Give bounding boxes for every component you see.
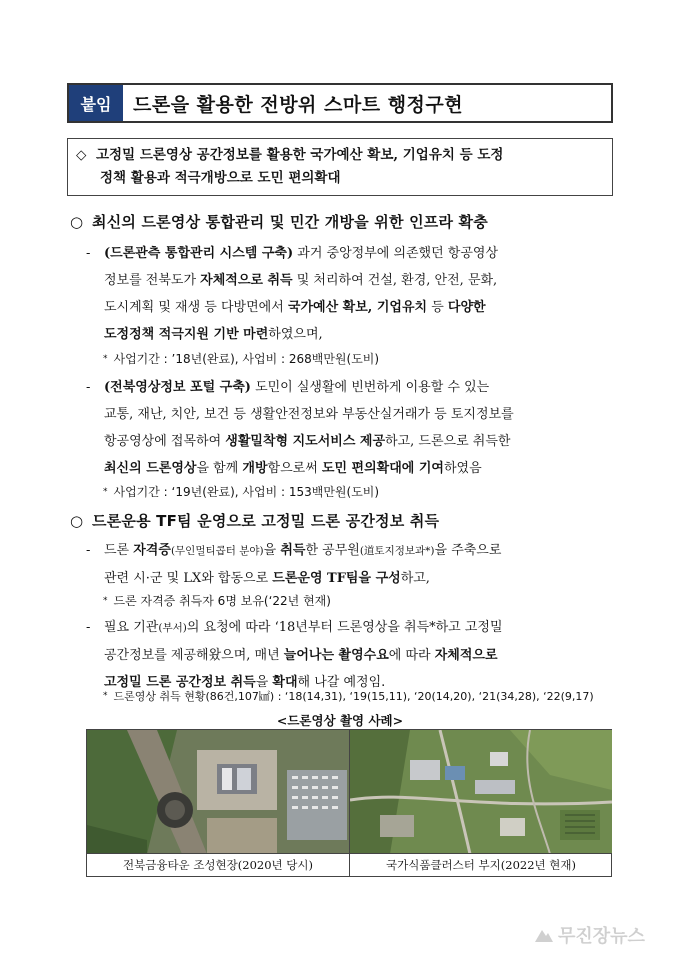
text-run: 과거 중앙정부에 의존했던 항공영상 bbox=[293, 246, 499, 261]
photo-caption: 전북금융타운 조성현장(2020년 당시) bbox=[87, 853, 349, 876]
page-title: 드론을 활용한 전방위 스마트 행정구현 bbox=[133, 93, 464, 116]
summary-box bbox=[67, 138, 613, 196]
text-run: 에 따라 bbox=[388, 648, 435, 663]
watermark-text: 무진장뉴스 bbox=[558, 926, 645, 947]
circle-bullet: ○ bbox=[70, 512, 84, 530]
circle-bullet: ○ bbox=[70, 213, 84, 231]
note-license bbox=[103, 592, 331, 609]
text-run: 국가예산 확보, 기업유치 bbox=[287, 300, 428, 315]
text-run: 자체적으로 취득 bbox=[200, 273, 293, 288]
note-acquisition-status bbox=[103, 688, 594, 704]
paragraph-monitoring-system bbox=[86, 240, 618, 348]
text-run: 공간정보를 제공해왔으며, 매년 bbox=[104, 648, 284, 663]
asterisk-icon: * bbox=[103, 354, 108, 364]
photo-cell bbox=[87, 730, 349, 876]
text-run: 필요 기관 bbox=[104, 620, 159, 635]
text-run: 하고, bbox=[400, 571, 430, 586]
text-run: 도민 편의확대에 기여 bbox=[321, 461, 444, 476]
section-title: 최신의 드론영상 통합관리 및 민간 개방을 위한 인프라 확충 bbox=[92, 213, 488, 231]
text-run: 정보를 전북도가 bbox=[104, 273, 201, 288]
text-run: 늘어나는 촬영수요 bbox=[283, 648, 389, 663]
photo-caption: 국가식품클러스터 부지(2022년 현재) bbox=[350, 853, 612, 876]
paragraph-tf-team bbox=[86, 537, 618, 592]
text-run: 드론운영 TF팀을 구성 bbox=[272, 571, 401, 586]
mountain-logo-icon bbox=[534, 925, 554, 945]
text-run: 을 주축으로 bbox=[434, 543, 502, 558]
dash-bullet: - bbox=[86, 380, 91, 395]
section-title: 드론운용 TF팀 운영으로 고정밀 드론 공간정보 취득 bbox=[92, 512, 440, 530]
text-run: 하고, 드론으로 취득한 bbox=[385, 434, 511, 449]
text-run: 의 요청에 따라 ‘18년부터 드론영상을 취득*하고 고정밀 bbox=[186, 620, 503, 635]
text-run: 해 나갈 예정임. bbox=[297, 675, 386, 690]
text-run: 을 bbox=[263, 543, 281, 558]
text-run: 한 공무원 bbox=[305, 543, 360, 558]
text-run: 을 함께 bbox=[196, 461, 243, 476]
text-run: 교통, 재난, 치안, 보건 등 생활안전정보와 부동산실거래가 등 토지정보를 bbox=[104, 407, 514, 422]
text-run: 다양한 bbox=[447, 300, 486, 315]
paragraph-acquisition bbox=[86, 614, 618, 696]
text-run: 취득 bbox=[280, 543, 306, 558]
note-budget-2 bbox=[103, 483, 379, 500]
figure-caption: <드론영상 촬영 사례> bbox=[276, 713, 404, 728]
text-run: 함으로써 bbox=[267, 461, 322, 476]
watermark bbox=[534, 922, 645, 948]
text-run: 을 bbox=[255, 675, 273, 690]
summary-line-1: 고정밀 드론영상 공간정보를 활용한 국가예산 확보, 기업유치 등 도정 bbox=[96, 147, 504, 163]
text-run: 도정정책 적극지원 기반 마련 bbox=[104, 327, 269, 342]
note-text: 드론 자격증 취득자 6명 보유(‘22년 현재) bbox=[113, 594, 331, 608]
title-box bbox=[67, 83, 613, 123]
text-run: (道토지정보과*) bbox=[359, 545, 435, 557]
photo-cell bbox=[349, 730, 612, 876]
text-run: 등 bbox=[427, 300, 448, 315]
summary-line-2: 정책 활용과 적극개방으로 도민 편의확대 bbox=[100, 170, 341, 186]
text-run: (전북영상정보 포털 구축) bbox=[104, 380, 251, 395]
note-budget-1 bbox=[103, 350, 379, 367]
attachment-tag: 붙임 bbox=[69, 85, 123, 121]
text-run: 개방 bbox=[242, 461, 268, 476]
text-run: (드론관측 통합관리 시스템 구축) bbox=[104, 246, 294, 261]
text-run: 확대 bbox=[272, 675, 298, 690]
text-run: 생활밀착형 지도서비스 제공 bbox=[225, 434, 386, 449]
dash-bullet: - bbox=[86, 620, 91, 635]
aerial-photo-food-cluster bbox=[350, 730, 612, 853]
text-run: 고정밀 드론 공간정보 취득 bbox=[104, 675, 256, 690]
text-run: 자체적으로 bbox=[434, 648, 498, 663]
photo-table bbox=[86, 729, 612, 877]
dash-bullet: - bbox=[86, 246, 91, 261]
text-run: 하였음 bbox=[443, 461, 482, 476]
asterisk-icon: * bbox=[103, 691, 108, 701]
asterisk-icon: * bbox=[103, 487, 108, 497]
text-run: 하였으며, bbox=[268, 327, 323, 342]
note-text: 드론영상 취득 현황(86건,107㎢) : ‘18(14,31), ‘19(15,11), ‘20(14,20), ‘21(34,28), ‘22(9,17) bbox=[113, 690, 594, 703]
section-heading-1 bbox=[70, 211, 488, 232]
text-run: 및 처리하여 건설, 환경, 안전, 문화, bbox=[292, 273, 498, 288]
text-run: 항공영상에 접목하여 bbox=[104, 434, 226, 449]
aerial-photo-construction bbox=[87, 730, 349, 853]
text-run: 드론 bbox=[104, 543, 134, 558]
paragraph-image-portal bbox=[86, 374, 618, 482]
text-run: 관련 시·군 및 LX와 합동으로 bbox=[104, 571, 273, 586]
text-run: (무인멀티콥터 분야) bbox=[170, 545, 264, 557]
text-run: 자격증 bbox=[133, 543, 171, 558]
text-run: 최신의 드론영상 bbox=[104, 461, 197, 476]
text-run: (부서) bbox=[158, 622, 187, 634]
note-text: 사업기간 : ’18년(완료), 사업비 : 268백만원(도비) bbox=[113, 352, 380, 366]
diamond-bullet: ◇ bbox=[76, 147, 87, 163]
section-heading-2 bbox=[70, 510, 439, 531]
dash-bullet: - bbox=[86, 543, 91, 558]
text-run: 도시계획 및 재생 등 다방면에서 bbox=[104, 300, 288, 315]
note-text: 사업기간 : ‘19년(완료), 사업비 : 153백만원(도비) bbox=[113, 485, 380, 499]
text-run: 도민이 실생활에 빈번하게 이용할 수 있는 bbox=[250, 380, 490, 395]
asterisk-icon: * bbox=[103, 596, 108, 606]
